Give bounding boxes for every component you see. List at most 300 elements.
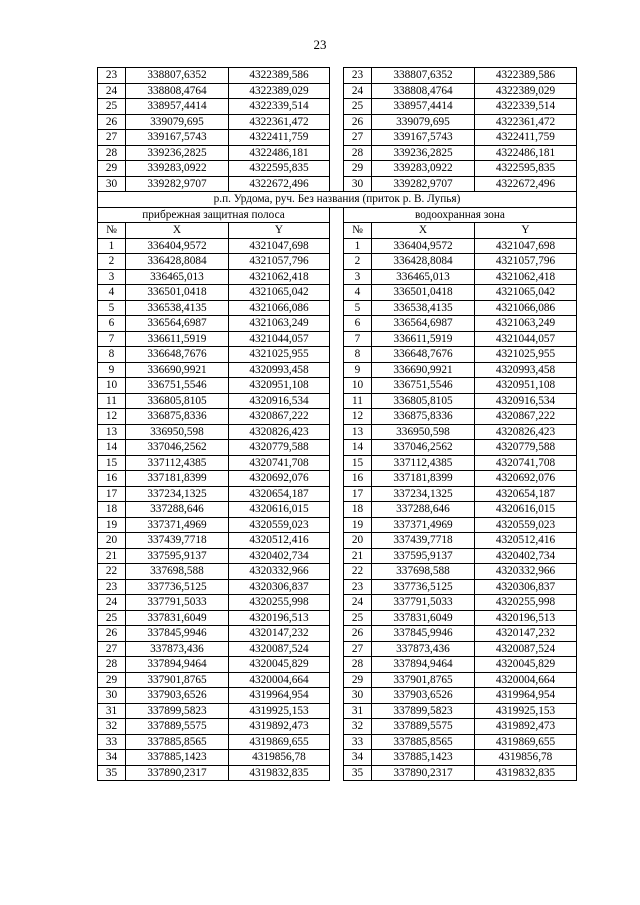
y-coordinate-cell: 4320916,534 bbox=[229, 393, 330, 409]
x-coordinate-cell: 337288,646 bbox=[372, 502, 475, 518]
column-gap bbox=[330, 331, 344, 347]
point-number-cell: 20 bbox=[98, 533, 126, 549]
column-gap bbox=[330, 750, 344, 766]
point-number-cell: 32 bbox=[344, 719, 372, 735]
y-coordinate-cell: 4320045,829 bbox=[475, 657, 577, 673]
point-number-cell: 11 bbox=[344, 393, 372, 409]
table-row bbox=[98, 145, 577, 161]
section-title-row bbox=[98, 192, 577, 208]
x-coordinate-cell: 336501,0418 bbox=[372, 285, 475, 301]
y-coordinate-cell: 4321062,418 bbox=[475, 269, 577, 285]
y-coordinate-cell: 4319832,835 bbox=[475, 765, 577, 781]
x-coordinate-cell: 336611,5919 bbox=[126, 331, 229, 347]
y-coordinate-cell: 4321025,955 bbox=[475, 347, 577, 363]
y-coordinate-cell: 4320616,015 bbox=[229, 502, 330, 518]
x-coordinate-cell: 336950,598 bbox=[372, 424, 475, 440]
point-number-cell: 26 bbox=[344, 626, 372, 642]
x-coordinate-cell: 339283,0922 bbox=[372, 161, 475, 177]
column-gap bbox=[330, 130, 344, 146]
point-number-cell: 7 bbox=[344, 331, 372, 347]
y-coordinate-cell: 4319892,473 bbox=[475, 719, 577, 735]
point-number-cell: 19 bbox=[98, 517, 126, 533]
column-gap bbox=[330, 223, 344, 239]
table-row bbox=[98, 455, 577, 471]
x-coordinate-cell: 338807,6352 bbox=[126, 68, 229, 84]
point-number-cell: 22 bbox=[344, 564, 372, 580]
x-coordinate-cell: 336538,4135 bbox=[126, 300, 229, 316]
x-coordinate-cell: 338808,4764 bbox=[372, 83, 475, 99]
y-coordinate-cell: 4320826,423 bbox=[229, 424, 330, 440]
y-coordinate-cell: 4320951,108 bbox=[475, 378, 577, 394]
y-coordinate-cell: 4321047,698 bbox=[229, 238, 330, 254]
point-number-cell: 6 bbox=[98, 316, 126, 332]
x-coordinate-cell: 337595,9137 bbox=[126, 548, 229, 564]
x-coordinate-cell: 337890,2317 bbox=[126, 765, 229, 781]
table-body-top bbox=[98, 68, 577, 192]
table-row bbox=[98, 68, 577, 84]
point-number-cell: 30 bbox=[344, 688, 372, 704]
point-number-cell: 29 bbox=[344, 672, 372, 688]
column-gap bbox=[330, 734, 344, 750]
y-coordinate-cell: 4322389,029 bbox=[475, 83, 577, 99]
point-number-cell: 15 bbox=[98, 455, 126, 471]
x-coordinate-cell: 337903,6526 bbox=[126, 688, 229, 704]
point-number-cell: 23 bbox=[98, 68, 126, 84]
point-number-cell: 11 bbox=[98, 393, 126, 409]
y-coordinate-cell: 4320087,524 bbox=[475, 641, 577, 657]
table-row bbox=[98, 471, 577, 487]
point-number-cell: 13 bbox=[344, 424, 372, 440]
x-coordinate-cell: 336751,5546 bbox=[126, 378, 229, 394]
col-num-header: № bbox=[98, 223, 126, 239]
y-coordinate-cell: 4320004,664 bbox=[475, 672, 577, 688]
point-number-cell: 32 bbox=[98, 719, 126, 735]
x-coordinate-cell: 337791,5033 bbox=[126, 595, 229, 611]
y-coordinate-cell: 4321062,418 bbox=[229, 269, 330, 285]
y-coordinate-cell: 4319856,78 bbox=[229, 750, 330, 766]
point-number-cell: 28 bbox=[98, 657, 126, 673]
column-gap bbox=[330, 114, 344, 130]
y-coordinate-cell: 4320255,998 bbox=[475, 595, 577, 611]
x-coordinate-cell: 336564,6987 bbox=[372, 316, 475, 332]
table-row bbox=[98, 750, 577, 766]
column-gap bbox=[330, 517, 344, 533]
y-coordinate-cell: 4321066,086 bbox=[229, 300, 330, 316]
y-coordinate-cell: 4322595,835 bbox=[475, 161, 577, 177]
x-coordinate-cell: 337595,9137 bbox=[372, 548, 475, 564]
y-coordinate-cell: 4319964,954 bbox=[229, 688, 330, 704]
column-gap bbox=[330, 83, 344, 99]
point-number-cell: 9 bbox=[98, 362, 126, 378]
x-coordinate-cell: 336404,9572 bbox=[372, 238, 475, 254]
x-coordinate-cell: 336428,8084 bbox=[126, 254, 229, 270]
table-body-main bbox=[98, 238, 577, 781]
table-row bbox=[98, 595, 577, 611]
column-gap bbox=[330, 409, 344, 425]
column-gap bbox=[330, 161, 344, 177]
y-coordinate-cell: 4322672,496 bbox=[475, 176, 577, 192]
point-number-cell: 28 bbox=[344, 145, 372, 161]
column-gap bbox=[330, 455, 344, 471]
x-coordinate-cell: 339282,9707 bbox=[126, 176, 229, 192]
page-number: 23 bbox=[313, 37, 327, 52]
x-coordinate-cell: 337899,5823 bbox=[126, 703, 229, 719]
table-row bbox=[98, 626, 577, 642]
table-row bbox=[98, 719, 577, 735]
y-coordinate-cell: 4320692,076 bbox=[475, 471, 577, 487]
y-coordinate-cell: 4320004,664 bbox=[229, 672, 330, 688]
y-coordinate-cell: 4320087,524 bbox=[229, 641, 330, 657]
column-gap bbox=[330, 502, 344, 518]
x-coordinate-cell: 337439,7718 bbox=[372, 533, 475, 549]
y-coordinate-cell: 4319869,655 bbox=[475, 734, 577, 750]
x-coordinate-cell: 337890,2317 bbox=[372, 765, 475, 781]
point-number-cell: 3 bbox=[344, 269, 372, 285]
y-coordinate-cell: 4319925,153 bbox=[229, 703, 330, 719]
point-number-cell: 35 bbox=[344, 765, 372, 781]
table-row bbox=[98, 688, 577, 704]
point-number-cell: 4 bbox=[344, 285, 372, 301]
y-coordinate-cell: 4320147,232 bbox=[229, 626, 330, 642]
column-gap bbox=[330, 703, 344, 719]
table-row bbox=[98, 99, 577, 115]
x-coordinate-cell: 337181,8399 bbox=[126, 471, 229, 487]
point-number-cell: 19 bbox=[344, 517, 372, 533]
x-coordinate-cell: 336950,598 bbox=[126, 424, 229, 440]
y-coordinate-cell: 4322595,835 bbox=[229, 161, 330, 177]
column-gap bbox=[330, 471, 344, 487]
point-number-cell: 12 bbox=[98, 409, 126, 425]
table-row bbox=[98, 703, 577, 719]
point-number-cell: 27 bbox=[344, 130, 372, 146]
x-coordinate-cell: 339283,0922 bbox=[126, 161, 229, 177]
y-coordinate-cell: 4322486,181 bbox=[229, 145, 330, 161]
y-coordinate-cell: 4321063,249 bbox=[229, 316, 330, 332]
point-number-cell: 26 bbox=[98, 114, 126, 130]
point-number-cell: 30 bbox=[98, 688, 126, 704]
point-number-cell: 8 bbox=[344, 347, 372, 363]
y-coordinate-cell: 4319964,954 bbox=[475, 688, 577, 704]
table-row bbox=[98, 424, 577, 440]
x-coordinate-cell: 337889,5575 bbox=[372, 719, 475, 735]
point-number-cell: 25 bbox=[98, 610, 126, 626]
point-number-cell: 1 bbox=[344, 238, 372, 254]
x-coordinate-cell: 339282,9707 bbox=[372, 176, 475, 192]
column-gap bbox=[330, 486, 344, 502]
table-row bbox=[98, 657, 577, 673]
x-coordinate-cell: 337046,2562 bbox=[126, 440, 229, 456]
table-row bbox=[98, 316, 577, 332]
x-coordinate-cell: 337698,588 bbox=[372, 564, 475, 580]
point-number-cell: 6 bbox=[344, 316, 372, 332]
table-row bbox=[98, 564, 577, 580]
y-coordinate-cell: 4320741,708 bbox=[475, 455, 577, 471]
x-coordinate-cell: 336875,8336 bbox=[372, 409, 475, 425]
point-number-cell: 25 bbox=[98, 99, 126, 115]
point-number-cell: 14 bbox=[98, 440, 126, 456]
table-row bbox=[98, 285, 577, 301]
column-gap bbox=[330, 238, 344, 254]
table-row bbox=[98, 269, 577, 285]
point-number-cell: 27 bbox=[98, 130, 126, 146]
point-number-cell: 24 bbox=[344, 83, 372, 99]
x-coordinate-cell: 336805,8105 bbox=[372, 393, 475, 409]
x-coordinate-cell: 338808,4764 bbox=[126, 83, 229, 99]
x-coordinate-cell: 337234,1325 bbox=[372, 486, 475, 502]
y-coordinate-cell: 4321065,042 bbox=[229, 285, 330, 301]
x-coordinate-cell: 336465,013 bbox=[126, 269, 229, 285]
x-coordinate-cell: 337234,1325 bbox=[126, 486, 229, 502]
table-row bbox=[98, 238, 577, 254]
point-number-cell: 23 bbox=[344, 579, 372, 595]
y-coordinate-cell: 4322361,472 bbox=[475, 114, 577, 130]
x-coordinate-cell: 336690,9921 bbox=[126, 362, 229, 378]
x-coordinate-cell: 337885,8565 bbox=[126, 734, 229, 750]
y-coordinate-cell: 4322672,496 bbox=[229, 176, 330, 192]
x-coordinate-cell: 337873,436 bbox=[372, 641, 475, 657]
y-coordinate-cell: 4320332,966 bbox=[229, 564, 330, 580]
x-coordinate-cell: 337899,5823 bbox=[372, 703, 475, 719]
point-number-cell: 14 bbox=[344, 440, 372, 456]
point-number-cell: 3 bbox=[98, 269, 126, 285]
point-number-cell: 24 bbox=[344, 595, 372, 611]
column-gap bbox=[330, 99, 344, 115]
x-coordinate-cell: 336564,6987 bbox=[126, 316, 229, 332]
y-coordinate-cell: 4321044,057 bbox=[229, 331, 330, 347]
point-number-cell: 23 bbox=[344, 68, 372, 84]
point-number-cell: 21 bbox=[344, 548, 372, 564]
column-gap bbox=[330, 440, 344, 456]
point-number-cell: 22 bbox=[98, 564, 126, 580]
point-number-cell: 28 bbox=[344, 657, 372, 673]
y-coordinate-cell: 4322389,586 bbox=[475, 68, 577, 84]
y-coordinate-cell: 4320867,222 bbox=[229, 409, 330, 425]
point-number-cell: 21 bbox=[98, 548, 126, 564]
table-row bbox=[98, 502, 577, 518]
x-coordinate-cell: 337889,5575 bbox=[126, 719, 229, 735]
point-number-cell: 33 bbox=[98, 734, 126, 750]
point-number-cell: 10 bbox=[98, 378, 126, 394]
x-coordinate-cell: 337894,9464 bbox=[372, 657, 475, 673]
x-coordinate-cell: 337831,6049 bbox=[126, 610, 229, 626]
y-coordinate-cell: 4322389,029 bbox=[229, 83, 330, 99]
point-number-cell: 24 bbox=[98, 83, 126, 99]
column-gap bbox=[330, 145, 344, 161]
y-coordinate-cell: 4320512,416 bbox=[475, 533, 577, 549]
point-number-cell: 25 bbox=[344, 610, 372, 626]
table-row bbox=[98, 161, 577, 177]
y-coordinate-cell: 4320332,966 bbox=[475, 564, 577, 580]
y-coordinate-cell: 4320402,734 bbox=[475, 548, 577, 564]
y-coordinate-cell: 4322486,181 bbox=[475, 145, 577, 161]
point-number-cell: 27 bbox=[344, 641, 372, 657]
point-number-cell: 7 bbox=[98, 331, 126, 347]
y-coordinate-cell: 4320147,232 bbox=[475, 626, 577, 642]
table-row bbox=[98, 440, 577, 456]
x-coordinate-cell: 337791,5033 bbox=[372, 595, 475, 611]
column-gap bbox=[330, 393, 344, 409]
point-number-cell: 10 bbox=[344, 378, 372, 394]
x-coordinate-cell: 339236,2825 bbox=[126, 145, 229, 161]
column-gap bbox=[330, 424, 344, 440]
y-coordinate-cell: 4320951,108 bbox=[229, 378, 330, 394]
point-number-cell: 24 bbox=[98, 595, 126, 611]
point-number-cell: 18 bbox=[344, 502, 372, 518]
table-row bbox=[98, 579, 577, 595]
coordinates-table bbox=[97, 67, 577, 781]
point-number-cell: 29 bbox=[98, 672, 126, 688]
coastal-strip-header: прибрежная защитная полоса bbox=[98, 207, 330, 223]
y-coordinate-cell: 4322389,586 bbox=[229, 68, 330, 84]
col-x-header: X bbox=[126, 223, 229, 239]
column-gap bbox=[330, 269, 344, 285]
col-num-header: № bbox=[344, 223, 372, 239]
point-number-cell: 17 bbox=[344, 486, 372, 502]
x-coordinate-cell: 336501,0418 bbox=[126, 285, 229, 301]
x-coordinate-cell: 339079,695 bbox=[372, 114, 475, 130]
point-number-cell: 27 bbox=[98, 641, 126, 657]
column-gap bbox=[330, 207, 344, 223]
col-x-header: X bbox=[372, 223, 475, 239]
table-row bbox=[98, 641, 577, 657]
table-row bbox=[98, 114, 577, 130]
table-row bbox=[98, 409, 577, 425]
point-number-cell: 15 bbox=[344, 455, 372, 471]
x-coordinate-cell: 337831,6049 bbox=[372, 610, 475, 626]
y-coordinate-cell: 4322339,514 bbox=[475, 99, 577, 115]
table-row bbox=[98, 610, 577, 626]
x-coordinate-cell: 336404,9572 bbox=[126, 238, 229, 254]
point-number-cell: 26 bbox=[98, 626, 126, 642]
x-coordinate-cell: 336648,7676 bbox=[372, 347, 475, 363]
table-row bbox=[98, 765, 577, 781]
column-gap bbox=[330, 316, 344, 332]
point-number-cell: 20 bbox=[344, 533, 372, 549]
y-coordinate-cell: 4320654,187 bbox=[229, 486, 330, 502]
zone-header-row bbox=[98, 207, 577, 223]
point-number-cell: 16 bbox=[98, 471, 126, 487]
column-gap bbox=[330, 579, 344, 595]
table-row bbox=[98, 533, 577, 549]
x-coordinate-cell: 336428,8084 bbox=[372, 254, 475, 270]
column-gap bbox=[330, 300, 344, 316]
point-number-cell: 33 bbox=[344, 734, 372, 750]
point-number-cell: 9 bbox=[344, 362, 372, 378]
table-row bbox=[98, 83, 577, 99]
y-coordinate-cell: 4320741,708 bbox=[229, 455, 330, 471]
water-protection-zone-header: водоохранная зона bbox=[344, 207, 577, 223]
y-coordinate-cell: 4321057,796 bbox=[229, 254, 330, 270]
col-y-header: Y bbox=[229, 223, 330, 239]
col-y-header: Y bbox=[475, 223, 577, 239]
column-gap bbox=[330, 672, 344, 688]
y-coordinate-cell: 4320306,837 bbox=[229, 579, 330, 595]
column-gap bbox=[330, 533, 344, 549]
point-number-cell: 18 bbox=[98, 502, 126, 518]
y-coordinate-cell: 4320993,458 bbox=[475, 362, 577, 378]
y-coordinate-cell: 4321057,796 bbox=[475, 254, 577, 270]
x-coordinate-cell: 337885,1423 bbox=[126, 750, 229, 766]
table-row bbox=[98, 347, 577, 363]
point-number-cell: 25 bbox=[344, 99, 372, 115]
x-coordinate-cell: 337845,9946 bbox=[372, 626, 475, 642]
column-gap bbox=[330, 285, 344, 301]
x-coordinate-cell: 337901,8765 bbox=[126, 672, 229, 688]
table-row bbox=[98, 672, 577, 688]
point-number-cell: 34 bbox=[344, 750, 372, 766]
y-coordinate-cell: 4320255,998 bbox=[229, 595, 330, 611]
x-coordinate-cell: 336465,013 bbox=[372, 269, 475, 285]
table-row bbox=[98, 331, 577, 347]
y-coordinate-cell: 4321025,955 bbox=[229, 347, 330, 363]
point-number-cell: 29 bbox=[98, 161, 126, 177]
table-row bbox=[98, 176, 577, 192]
y-coordinate-cell: 4320616,015 bbox=[475, 502, 577, 518]
table-row bbox=[98, 734, 577, 750]
table-row bbox=[98, 378, 577, 394]
point-number-cell: 35 bbox=[98, 765, 126, 781]
y-coordinate-cell: 4319856,78 bbox=[475, 750, 577, 766]
point-number-cell: 31 bbox=[98, 703, 126, 719]
section-title: р.п. Урдома, руч. Без названия (приток р. В. Лупья) bbox=[98, 192, 577, 208]
x-coordinate-cell: 339236,2825 bbox=[372, 145, 475, 161]
column-gap bbox=[330, 548, 344, 564]
x-coordinate-cell: 337873,436 bbox=[126, 641, 229, 657]
point-number-cell: 31 bbox=[344, 703, 372, 719]
point-number-cell: 13 bbox=[98, 424, 126, 440]
x-coordinate-cell: 337903,6526 bbox=[372, 688, 475, 704]
y-coordinate-cell: 4320692,076 bbox=[229, 471, 330, 487]
column-gap bbox=[330, 719, 344, 735]
x-coordinate-cell: 336751,5546 bbox=[372, 378, 475, 394]
y-coordinate-cell: 4320196,513 bbox=[229, 610, 330, 626]
y-coordinate-cell: 4322411,759 bbox=[475, 130, 577, 146]
column-gap bbox=[330, 347, 344, 363]
point-number-cell: 2 bbox=[98, 254, 126, 270]
x-coordinate-cell: 337885,1423 bbox=[372, 750, 475, 766]
column-header-row bbox=[98, 223, 577, 239]
column-gap bbox=[330, 362, 344, 378]
x-coordinate-cell: 337288,646 bbox=[126, 502, 229, 518]
x-coordinate-cell: 338807,6352 bbox=[372, 68, 475, 84]
x-coordinate-cell: 337371,4969 bbox=[372, 517, 475, 533]
y-coordinate-cell: 4319869,655 bbox=[229, 734, 330, 750]
point-number-cell: 5 bbox=[344, 300, 372, 316]
x-coordinate-cell: 336690,9921 bbox=[372, 362, 475, 378]
x-coordinate-cell: 338957,4414 bbox=[372, 99, 475, 115]
x-coordinate-cell: 337901,8765 bbox=[372, 672, 475, 688]
table-row bbox=[98, 517, 577, 533]
column-gap bbox=[330, 254, 344, 270]
y-coordinate-cell: 4320402,734 bbox=[229, 548, 330, 564]
y-coordinate-cell: 4320512,416 bbox=[229, 533, 330, 549]
table-row bbox=[98, 254, 577, 270]
table-row bbox=[98, 486, 577, 502]
y-coordinate-cell: 4319832,835 bbox=[229, 765, 330, 781]
column-gap bbox=[330, 688, 344, 704]
point-number-cell: 1 bbox=[98, 238, 126, 254]
point-number-cell: 30 bbox=[344, 176, 372, 192]
x-coordinate-cell: 339079,695 bbox=[126, 114, 229, 130]
x-coordinate-cell: 337181,8399 bbox=[372, 471, 475, 487]
x-coordinate-cell: 339167,5743 bbox=[372, 130, 475, 146]
x-coordinate-cell: 337046,2562 bbox=[372, 440, 475, 456]
point-number-cell: 8 bbox=[98, 347, 126, 363]
y-coordinate-cell: 4321044,057 bbox=[475, 331, 577, 347]
x-coordinate-cell: 336648,7676 bbox=[126, 347, 229, 363]
x-coordinate-cell: 336538,4135 bbox=[372, 300, 475, 316]
y-coordinate-cell: 4320867,222 bbox=[475, 409, 577, 425]
